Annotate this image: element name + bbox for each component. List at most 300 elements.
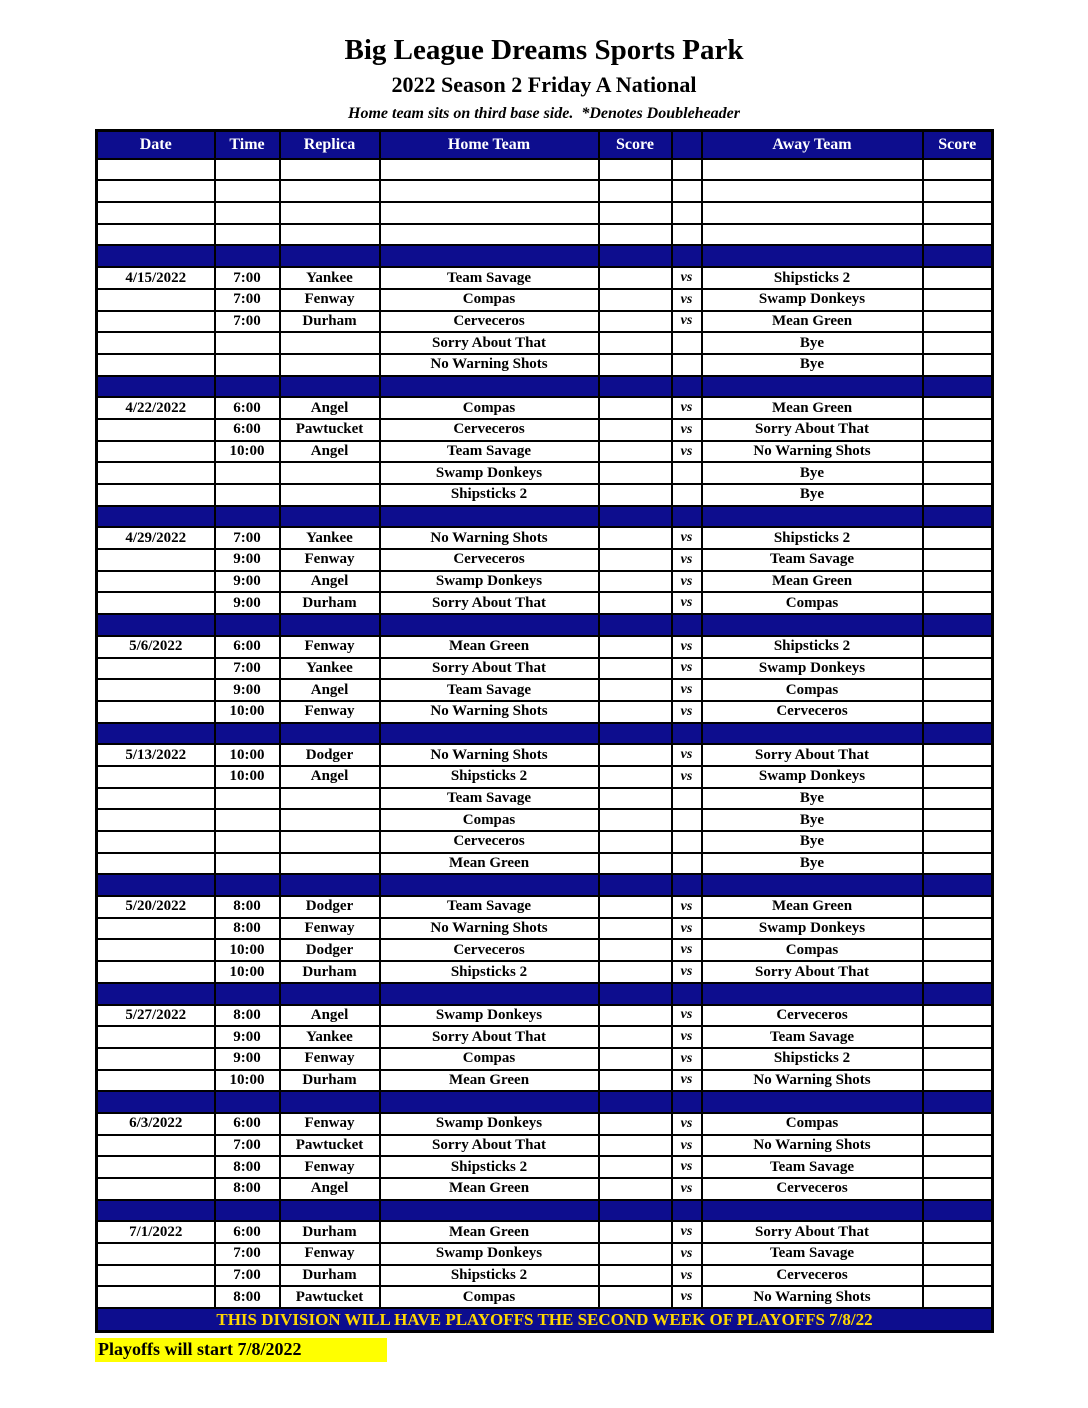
home-team-cell: Mean Green bbox=[380, 636, 599, 658]
away-team-cell: Mean Green bbox=[702, 397, 923, 419]
home-team-cell: Compas bbox=[380, 1286, 599, 1308]
date-cell: 6/3/2022 bbox=[97, 1113, 215, 1135]
vs-cell: vs bbox=[672, 1221, 702, 1243]
week-separator bbox=[97, 1091, 993, 1113]
date-cell bbox=[97, 1048, 215, 1070]
replica-cell: Durham bbox=[280, 1221, 380, 1243]
away-team-cell: No Warning Shots bbox=[702, 441, 923, 463]
date-cell: 7/1/2022 bbox=[97, 1221, 215, 1243]
home-team-cell: Cerveceros bbox=[380, 419, 599, 441]
schedule-header bbox=[97, 130, 993, 159]
home-team-cell: No Warning Shots bbox=[380, 527, 599, 549]
vs-cell: vs bbox=[672, 267, 702, 289]
away-score-cell bbox=[923, 918, 993, 940]
vs-cell: vs bbox=[672, 397, 702, 419]
replica-cell: Yankee bbox=[280, 267, 380, 289]
vs-cell: vs bbox=[672, 658, 702, 680]
date-cell bbox=[97, 332, 215, 354]
away-team-cell: Cerveceros bbox=[702, 1178, 923, 1200]
time-cell bbox=[215, 1091, 280, 1113]
game-row bbox=[97, 1070, 993, 1092]
date-cell bbox=[97, 1200, 215, 1222]
replica-cell: Angel bbox=[280, 397, 380, 419]
away-team-cell bbox=[702, 614, 923, 636]
vs-cell bbox=[672, 245, 702, 267]
date-cell bbox=[97, 766, 215, 788]
away-score-cell bbox=[923, 311, 993, 333]
home-team-cell bbox=[380, 159, 599, 181]
away-team-cell: Bye bbox=[702, 484, 923, 506]
replica-cell bbox=[280, 983, 380, 1005]
replica-cell bbox=[280, 332, 380, 354]
game-row bbox=[97, 1286, 993, 1308]
home-score-cell bbox=[599, 896, 672, 918]
home-team-cell: Swamp Donkeys bbox=[380, 1005, 599, 1027]
time-cell: 7:00 bbox=[215, 527, 280, 549]
replica-cell: Pawtucket bbox=[280, 1286, 380, 1308]
away-team-cell bbox=[702, 245, 923, 267]
time-cell: 6:00 bbox=[215, 1113, 280, 1135]
date-cell bbox=[97, 614, 215, 636]
date-cell bbox=[97, 441, 215, 463]
away-score-cell bbox=[923, 1026, 993, 1048]
game-row bbox=[97, 1156, 993, 1178]
vs-cell: vs bbox=[672, 1178, 702, 1200]
away-score-cell bbox=[923, 874, 993, 896]
time-cell bbox=[215, 202, 280, 224]
date-cell bbox=[97, 376, 215, 398]
home-team-cell: Team Savage bbox=[380, 267, 599, 289]
replica-cell bbox=[280, 831, 380, 853]
away-team-cell: Team Savage bbox=[702, 549, 923, 571]
date-cell bbox=[97, 1286, 215, 1308]
away-score-cell bbox=[923, 744, 993, 766]
replica-cell bbox=[280, 614, 380, 636]
home-team-cell bbox=[380, 723, 599, 745]
home-score-cell bbox=[599, 484, 672, 506]
time-cell bbox=[215, 354, 280, 376]
time-cell: 8:00 bbox=[215, 896, 280, 918]
home-score-cell bbox=[599, 267, 672, 289]
date-cell bbox=[97, 245, 215, 267]
home-team-cell: Mean Green bbox=[380, 1221, 599, 1243]
home-team-cell: Compas bbox=[380, 289, 599, 311]
home-team-cell: Cerveceros bbox=[380, 831, 599, 853]
vs-cell: vs bbox=[672, 961, 702, 983]
date-cell bbox=[97, 1026, 215, 1048]
date-cell bbox=[97, 180, 215, 202]
replica-cell: Durham bbox=[280, 961, 380, 983]
date-cell bbox=[97, 701, 215, 723]
time-cell: 9:00 bbox=[215, 592, 280, 614]
game-row bbox=[97, 397, 993, 419]
date-cell bbox=[97, 1070, 215, 1092]
week-separator bbox=[97, 506, 993, 528]
game-row bbox=[97, 658, 993, 680]
date-cell: 5/20/2022 bbox=[97, 896, 215, 918]
home-team-cell: No Warning Shots bbox=[380, 918, 599, 940]
time-cell bbox=[215, 332, 280, 354]
away-team-cell: Compas bbox=[702, 679, 923, 701]
vs-cell bbox=[672, 462, 702, 484]
home-team-cell: Compas bbox=[380, 809, 599, 831]
time-cell: 6:00 bbox=[215, 397, 280, 419]
vs-cell bbox=[672, 788, 702, 810]
home-team-cell: Team Savage bbox=[380, 441, 599, 463]
vs-cell bbox=[672, 180, 702, 202]
time-cell: 8:00 bbox=[215, 1286, 280, 1308]
home-score-cell bbox=[599, 332, 672, 354]
home-score-cell bbox=[599, 202, 672, 224]
vs-cell bbox=[672, 354, 702, 376]
away-score-cell bbox=[923, 1070, 993, 1092]
away-score-cell bbox=[923, 245, 993, 267]
date-cell bbox=[97, 983, 215, 1005]
away-score-cell bbox=[923, 202, 993, 224]
home-team-cell: Cerveceros bbox=[380, 311, 599, 333]
home-score-cell bbox=[599, 549, 672, 571]
home-team-cell: Sorry About That bbox=[380, 592, 599, 614]
game-row bbox=[97, 744, 993, 766]
time-cell: 7:00 bbox=[215, 311, 280, 333]
replica-cell: Fenway bbox=[280, 1243, 380, 1265]
game-row bbox=[97, 1113, 993, 1135]
away-team-cell: Shipsticks 2 bbox=[702, 267, 923, 289]
game-row bbox=[97, 918, 993, 940]
game-row bbox=[97, 571, 993, 593]
replica-cell bbox=[280, 809, 380, 831]
time-cell: 8:00 bbox=[215, 1005, 280, 1027]
replica-cell: Pawtucket bbox=[280, 1135, 380, 1157]
game-row bbox=[97, 267, 993, 289]
home-team-cell: Shipsticks 2 bbox=[380, 1265, 599, 1287]
away-team-cell bbox=[702, 506, 923, 528]
away-score-cell bbox=[923, 723, 993, 745]
home-team-cell: Swamp Donkeys bbox=[380, 1243, 599, 1265]
home-score-cell bbox=[599, 397, 672, 419]
vs-cell: vs bbox=[672, 549, 702, 571]
time-cell: 10:00 bbox=[215, 939, 280, 961]
home-score-cell bbox=[599, 744, 672, 766]
replica-cell: Yankee bbox=[280, 658, 380, 680]
replica-cell: Dodger bbox=[280, 896, 380, 918]
replica-cell bbox=[280, 376, 380, 398]
time-cell bbox=[215, 788, 280, 810]
time-cell: 8:00 bbox=[215, 1156, 280, 1178]
away-team-cell: Mean Green bbox=[702, 571, 923, 593]
schedule-body bbox=[97, 159, 993, 1332]
vs-cell bbox=[672, 159, 702, 181]
home-score-cell bbox=[599, 1178, 672, 1200]
replica-cell: Pawtucket bbox=[280, 419, 380, 441]
date-cell bbox=[97, 224, 215, 246]
away-score-cell bbox=[923, 1265, 993, 1287]
date-cell: 4/15/2022 bbox=[97, 267, 215, 289]
away-team-cell bbox=[702, 1091, 923, 1113]
replica-cell: Durham bbox=[280, 592, 380, 614]
home-team-cell: Sorry About That bbox=[380, 658, 599, 680]
time-cell: 9:00 bbox=[215, 1026, 280, 1048]
week-separator bbox=[97, 723, 993, 745]
week-separator bbox=[97, 245, 993, 267]
date-cell bbox=[97, 679, 215, 701]
home-team-cell: Swamp Donkeys bbox=[380, 571, 599, 593]
home-team-cell: Sorry About That bbox=[380, 1026, 599, 1048]
away-team-cell: Mean Green bbox=[702, 896, 923, 918]
home-team-cell: Shipsticks 2 bbox=[380, 484, 599, 506]
away-score-cell bbox=[923, 679, 993, 701]
header-cell-replica: Replica bbox=[280, 130, 380, 159]
vs-cell: vs bbox=[672, 701, 702, 723]
time-cell: 7:00 bbox=[215, 1243, 280, 1265]
home-team-cell bbox=[380, 376, 599, 398]
away-team-cell: Bye bbox=[702, 853, 923, 875]
home-score-cell bbox=[599, 1286, 672, 1308]
empty-row bbox=[97, 224, 993, 246]
replica-cell: Fenway bbox=[280, 1048, 380, 1070]
game-row bbox=[97, 636, 993, 658]
game-row bbox=[97, 809, 993, 831]
home-team-cell: Mean Green bbox=[380, 1178, 599, 1200]
away-score-cell bbox=[923, 983, 993, 1005]
game-row bbox=[97, 1178, 993, 1200]
away-score-cell bbox=[923, 1135, 993, 1157]
home-score-cell bbox=[599, 224, 672, 246]
vs-cell: vs bbox=[672, 918, 702, 940]
date-cell bbox=[97, 723, 215, 745]
away-score-cell bbox=[923, 267, 993, 289]
away-team-cell: Team Savage bbox=[702, 1156, 923, 1178]
game-row bbox=[97, 896, 993, 918]
home-score-cell bbox=[599, 614, 672, 636]
vs-cell: vs bbox=[672, 1156, 702, 1178]
date-cell: 5/13/2022 bbox=[97, 744, 215, 766]
game-row bbox=[97, 1048, 993, 1070]
away-team-cell: Bye bbox=[702, 332, 923, 354]
replica-cell bbox=[280, 462, 380, 484]
replica-cell: Angel bbox=[280, 1178, 380, 1200]
vs-cell: vs bbox=[672, 766, 702, 788]
home-score-cell bbox=[599, 245, 672, 267]
date-cell: 5/27/2022 bbox=[97, 1005, 215, 1027]
time-cell: 7:00 bbox=[215, 289, 280, 311]
home-score-cell bbox=[599, 809, 672, 831]
time-cell bbox=[215, 853, 280, 875]
home-team-cell: Team Savage bbox=[380, 788, 599, 810]
game-row bbox=[97, 831, 993, 853]
date-cell bbox=[97, 289, 215, 311]
time-cell: 6:00 bbox=[215, 1221, 280, 1243]
home-score-cell bbox=[599, 1048, 672, 1070]
replica-cell: Angel bbox=[280, 766, 380, 788]
header-cell-home-team: Home Team bbox=[380, 130, 599, 159]
away-score-cell bbox=[923, 441, 993, 463]
vs-cell bbox=[672, 874, 702, 896]
vs-cell: vs bbox=[672, 1265, 702, 1287]
date-cell bbox=[97, 311, 215, 333]
away-team-cell: Swamp Donkeys bbox=[702, 658, 923, 680]
date-cell bbox=[97, 484, 215, 506]
away-score-cell bbox=[923, 831, 993, 853]
date-cell: 4/29/2022 bbox=[97, 527, 215, 549]
date-cell bbox=[97, 571, 215, 593]
replica-cell: Angel bbox=[280, 679, 380, 701]
home-team-cell bbox=[380, 614, 599, 636]
game-row bbox=[97, 788, 993, 810]
home-team-cell bbox=[380, 983, 599, 1005]
away-score-cell bbox=[923, 159, 993, 181]
away-score-cell bbox=[923, 701, 993, 723]
vs-cell: vs bbox=[672, 419, 702, 441]
date-cell bbox=[97, 419, 215, 441]
week-separator bbox=[97, 614, 993, 636]
away-score-cell bbox=[923, 397, 993, 419]
replica-cell bbox=[280, 723, 380, 745]
time-cell: 10:00 bbox=[215, 744, 280, 766]
home-team-cell: Team Savage bbox=[380, 679, 599, 701]
time-cell bbox=[215, 983, 280, 1005]
game-row bbox=[97, 1135, 993, 1157]
header-cell-away-team: Away Team bbox=[702, 130, 923, 159]
home-score-cell bbox=[599, 289, 672, 311]
vs-cell: vs bbox=[672, 571, 702, 593]
page-subtitle: 2022 Season 2 Friday A National bbox=[391, 72, 697, 98]
replica-cell: Angel bbox=[280, 441, 380, 463]
away-score-cell bbox=[923, 1156, 993, 1178]
replica-cell: Fenway bbox=[280, 1113, 380, 1135]
vs-cell bbox=[672, 831, 702, 853]
home-team-cell bbox=[380, 874, 599, 896]
home-team-cell: Shipsticks 2 bbox=[380, 766, 599, 788]
home-score-cell bbox=[599, 376, 672, 398]
home-score-cell bbox=[599, 831, 672, 853]
away-score-cell bbox=[923, 896, 993, 918]
away-team-cell: Sorry About That bbox=[702, 419, 923, 441]
vs-cell: vs bbox=[672, 311, 702, 333]
away-team-cell bbox=[702, 723, 923, 745]
time-cell: 10:00 bbox=[215, 1070, 280, 1092]
page-header bbox=[0, 0, 1088, 123]
replica-cell bbox=[280, 159, 380, 181]
away-team-cell: Team Savage bbox=[702, 1026, 923, 1048]
header-cell-home-score: Score bbox=[599, 130, 672, 159]
date-cell bbox=[97, 1265, 215, 1287]
replica-cell: Angel bbox=[280, 1005, 380, 1027]
away-score-cell bbox=[923, 549, 993, 571]
playoff-notice-row bbox=[97, 1308, 993, 1332]
replica-cell bbox=[280, 245, 380, 267]
page-title: Big League Dreams Sports Park bbox=[344, 34, 744, 66]
header-cell-vs-spacer bbox=[672, 130, 702, 159]
replica-cell: Yankee bbox=[280, 527, 380, 549]
time-cell: 9:00 bbox=[215, 679, 280, 701]
date-cell bbox=[97, 853, 215, 875]
away-team-cell: Shipsticks 2 bbox=[702, 1048, 923, 1070]
home-score-cell bbox=[599, 701, 672, 723]
game-row bbox=[97, 549, 993, 571]
date-cell bbox=[97, 202, 215, 224]
home-score-cell bbox=[599, 441, 672, 463]
replica-cell bbox=[280, 224, 380, 246]
week-separator bbox=[97, 983, 993, 1005]
replica-cell: Fenway bbox=[280, 1156, 380, 1178]
away-score-cell bbox=[923, 809, 993, 831]
away-score-cell bbox=[923, 1005, 993, 1027]
home-team-cell: Sorry About That bbox=[380, 1135, 599, 1157]
game-row bbox=[97, 462, 993, 484]
replica-cell: Durham bbox=[280, 1265, 380, 1287]
away-team-cell bbox=[702, 224, 923, 246]
home-score-cell bbox=[599, 527, 672, 549]
away-score-cell bbox=[923, 961, 993, 983]
away-team-cell: Shipsticks 2 bbox=[702, 527, 923, 549]
home-score-cell bbox=[599, 1135, 672, 1157]
home-team-cell: Mean Green bbox=[380, 853, 599, 875]
time-cell: 6:00 bbox=[215, 419, 280, 441]
replica-cell bbox=[280, 874, 380, 896]
away-score-cell bbox=[923, 180, 993, 202]
game-row bbox=[97, 311, 993, 333]
game-row bbox=[97, 527, 993, 549]
away-team-cell: Bye bbox=[702, 462, 923, 484]
home-team-cell: Shipsticks 2 bbox=[380, 1156, 599, 1178]
away-team-cell: Bye bbox=[702, 831, 923, 853]
replica-cell: Dodger bbox=[280, 939, 380, 961]
away-team-cell: Bye bbox=[702, 788, 923, 810]
date-cell bbox=[97, 1135, 215, 1157]
vs-cell: vs bbox=[672, 744, 702, 766]
away-score-cell bbox=[923, 1048, 993, 1070]
vs-cell bbox=[672, 1091, 702, 1113]
date-cell bbox=[97, 549, 215, 571]
date-cell bbox=[97, 918, 215, 940]
replica-cell bbox=[280, 484, 380, 506]
away-team-cell bbox=[702, 202, 923, 224]
home-team-cell bbox=[380, 224, 599, 246]
time-cell bbox=[215, 831, 280, 853]
date-cell bbox=[97, 506, 215, 528]
away-team-cell: Compas bbox=[702, 939, 923, 961]
away-team-cell: Compas bbox=[702, 592, 923, 614]
time-cell bbox=[215, 224, 280, 246]
home-score-cell bbox=[599, 311, 672, 333]
replica-cell: Durham bbox=[280, 311, 380, 333]
date-cell: 5/6/2022 bbox=[97, 636, 215, 658]
away-score-cell bbox=[923, 224, 993, 246]
game-row bbox=[97, 1265, 993, 1287]
away-team-cell bbox=[702, 1200, 923, 1222]
replica-cell: Angel bbox=[280, 571, 380, 593]
game-row bbox=[97, 766, 993, 788]
home-team-cell: Cerveceros bbox=[380, 939, 599, 961]
vs-cell bbox=[672, 1200, 702, 1222]
away-team-cell: Sorry About That bbox=[702, 744, 923, 766]
home-score-cell bbox=[599, 658, 672, 680]
game-row bbox=[97, 961, 993, 983]
date-cell bbox=[97, 939, 215, 961]
home-team-cell bbox=[380, 245, 599, 267]
playoffs-note: Playoffs will start 7/8/2022 bbox=[95, 1338, 387, 1362]
time-cell bbox=[215, 462, 280, 484]
game-row bbox=[97, 419, 993, 441]
header-note: Home team sits on third base side. *Denotes Doubleheader bbox=[348, 104, 740, 122]
away-team-cell: Mean Green bbox=[702, 311, 923, 333]
home-team-cell: Shipsticks 2 bbox=[380, 961, 599, 983]
time-cell bbox=[215, 180, 280, 202]
away-team-cell: Cerveceros bbox=[702, 701, 923, 723]
week-separator bbox=[97, 376, 993, 398]
home-score-cell bbox=[599, 636, 672, 658]
